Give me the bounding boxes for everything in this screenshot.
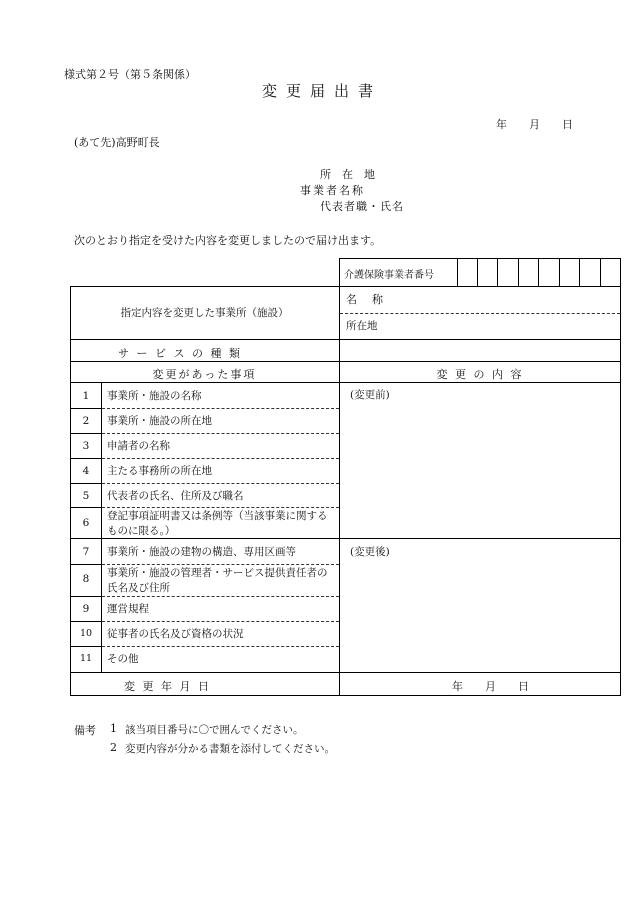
list-item: 事業所・施設の名称 bbox=[107, 390, 202, 402]
item-number: 5 bbox=[82, 490, 90, 502]
provider-number-label: 介護保険事業者番号 bbox=[344, 270, 434, 281]
list-item: 代表者の氏名、住所及び職名 bbox=[107, 490, 244, 502]
table-right-border bbox=[620, 286, 621, 696]
intro-text: 次のとおり指定を受けた内容を変更しましたので届け出ます。 bbox=[74, 234, 382, 247]
item-number: 11 bbox=[79, 653, 93, 664]
note-text: 該当項目番号に〇で囲んでください。 bbox=[125, 724, 304, 736]
note-number: 1 bbox=[110, 722, 117, 735]
form-number: 様式第２号（第５条関係） bbox=[64, 68, 196, 81]
change-date-label: 変 更 年 月 日 bbox=[124, 680, 211, 693]
service-type-label: サ ー ビ ス の 種 類 bbox=[118, 347, 242, 360]
list-item: 運営規程 bbox=[107, 603, 149, 615]
business-name-label: 事業者名称 bbox=[300, 184, 365, 197]
notes-label: 備考 bbox=[74, 724, 96, 737]
note-number: 2 bbox=[110, 741, 117, 754]
before-label: (変更前) bbox=[350, 389, 390, 401]
item-number: 4 bbox=[82, 465, 90, 477]
list-item: 事業所・施設の建物の構造、専用区画等 bbox=[107, 546, 296, 558]
table-bottom-border bbox=[70, 695, 621, 696]
representative-label: 代表者職・氏名 bbox=[320, 200, 404, 213]
item-number: 2 bbox=[82, 415, 90, 427]
items-header: 変更があった事項 bbox=[152, 368, 257, 381]
list-item: 事業所・施設の所在地 bbox=[107, 415, 212, 427]
list-item: 事業所・施設の管理者・サービス提供責任者の氏名及び住所 bbox=[107, 567, 328, 594]
facility-name-label: 名 称 bbox=[346, 293, 385, 306]
list-item: その他 bbox=[107, 653, 139, 665]
list-item: 申請者の名称 bbox=[107, 440, 170, 452]
table-top-border bbox=[70, 286, 621, 287]
item-number: 8 bbox=[82, 573, 90, 585]
list-item: 登記事項証明書又は条例等（当該事業に関するものに限る。） bbox=[107, 510, 328, 537]
table-center-divider bbox=[339, 286, 340, 696]
item-number: 3 bbox=[82, 440, 90, 452]
page-title: 変更届出書 bbox=[262, 82, 383, 100]
after-label: (変更後) bbox=[350, 546, 390, 558]
item-number: 9 bbox=[82, 603, 90, 615]
item-number: 6 bbox=[82, 517, 90, 529]
note-text: 変更内容が分かる書類を添付してください。 bbox=[125, 743, 335, 755]
facility-label: 指定内容を変更した事業所（施設） bbox=[120, 307, 289, 319]
address-label: 所 在 地 bbox=[320, 168, 375, 181]
before-after-divider bbox=[339, 538, 621, 539]
list-item: 主たる事務所の所在地 bbox=[107, 465, 212, 477]
item-number: 7 bbox=[82, 546, 90, 558]
item-number: 1 bbox=[82, 390, 90, 402]
addressee: (あて先)高野町長 bbox=[74, 136, 160, 149]
list-item: 従事者の氏名及び資格の状況 bbox=[107, 628, 244, 640]
item-number: 10 bbox=[79, 628, 93, 639]
content-header: 変 更 の 内 容 bbox=[436, 368, 524, 381]
date-line: 年 月 日 bbox=[496, 118, 573, 131]
change-date-value: 年 月 日 bbox=[452, 680, 529, 693]
facility-address-label: 所在地 bbox=[346, 320, 378, 332]
